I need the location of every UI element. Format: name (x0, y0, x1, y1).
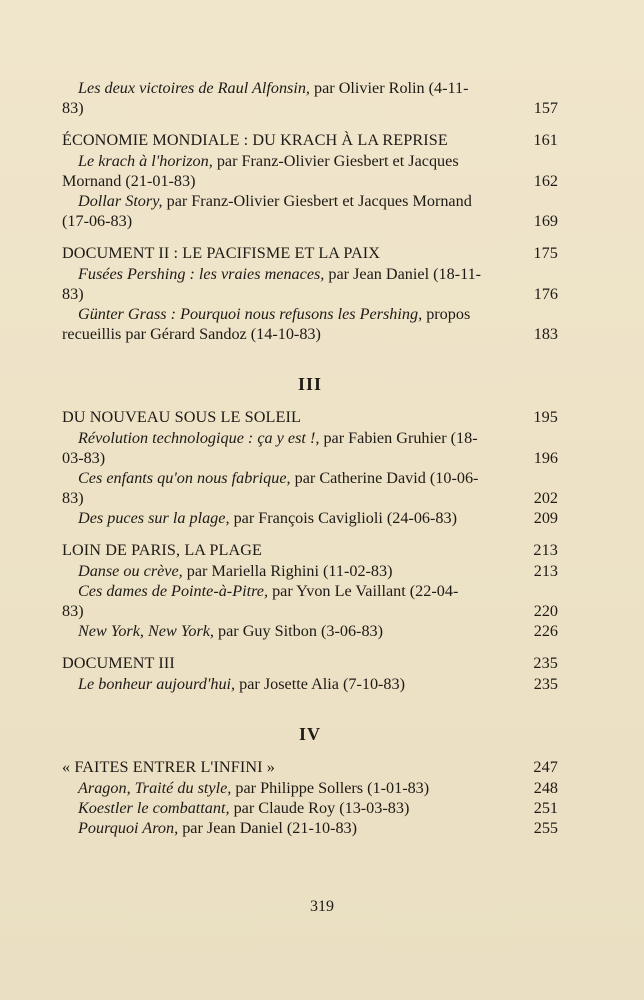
entry-continuation: 83) (62, 285, 84, 303)
toc-entry (62, 264, 558, 304)
entry-author: par Yvon Le Vaillant (22-04- (268, 582, 459, 600)
entry-author: par François Caviglioli (24-06-83) (229, 509, 457, 527)
section-title: DU NOUVEAU SOUS LE SOLEIL (62, 408, 302, 426)
entry-author: par Mariella Righini (11-02-83) (182, 562, 393, 580)
toc-entry (62, 78, 558, 118)
entry-title: Les deux victoires de Raul Alfonsin, (78, 79, 310, 97)
section-heading (62, 243, 558, 263)
entry-page-number: 235 (533, 675, 558, 693)
section-heading (62, 757, 558, 777)
section-heading (62, 540, 558, 560)
entry-page-number: 251 (533, 799, 558, 817)
entry-title: Dollar Story, (78, 192, 163, 210)
entry-author: par Fabien Gruhier (18- (319, 429, 478, 447)
entry-page-number: 248 (533, 779, 558, 797)
section-page-number: 213 (533, 541, 558, 559)
entry-author: par Olivier Rolin (4-11- (309, 79, 469, 97)
entry-page-number: 220 (533, 602, 558, 620)
entry-author: propos (422, 305, 471, 323)
toc-entry (62, 778, 558, 798)
entry-author: par Franz-Olivier Giesbert et Jacques (212, 152, 459, 170)
toc-entry (62, 818, 558, 838)
entry-continuation: Mornand (21-01-83) (62, 172, 196, 190)
toc-entry (62, 798, 558, 818)
toc-entry (62, 191, 558, 231)
entry-continuation: recueillis par Gérard Sandoz (14-10-83) (62, 325, 321, 343)
entry-title: Koestler le combattant, (78, 799, 230, 817)
section-heading (62, 653, 558, 673)
toc-entry (62, 468, 558, 508)
entry-continuation: 83) (62, 99, 84, 117)
section-title: DOCUMENT III (62, 654, 175, 672)
entry-page-number: 176 (533, 285, 558, 303)
toc-entry (62, 508, 558, 528)
entry-title: Danse ou crève, (78, 562, 183, 580)
entry-page-number: 157 (533, 99, 558, 117)
section-page-number: 195 (533, 408, 558, 426)
entry-page-number: 202 (533, 489, 558, 507)
entry-continuation: (17-06-83) (62, 212, 133, 230)
entry-continuation: 83) (62, 602, 84, 620)
section-page-number: 175 (533, 244, 558, 262)
section-heading (62, 407, 558, 427)
entry-title: Aragon, Traité du style, (78, 779, 232, 797)
entry-page-number: 209 (533, 509, 558, 527)
entry-page-number: 169 (533, 212, 558, 230)
entry-author: par Catherine David (10-06- (290, 469, 479, 487)
section-title: LOIN DE PARIS, LA PLAGE (62, 541, 263, 559)
section-title: « FAITES ENTRER L'INFINI » (62, 758, 275, 776)
toc-entry (62, 428, 558, 468)
toc-entry (62, 674, 558, 694)
entry-title: Des puces sur la plage, (78, 509, 230, 527)
entry-author: par Jean Daniel (21-10-83) (178, 819, 358, 837)
toc-entry (62, 151, 558, 191)
section-title: ÉCONOMIE MONDIALE : DU KRACH À LA REPRISE (62, 131, 448, 149)
entry-page-number: 162 (533, 172, 558, 190)
entry-title: Günter Grass : Pourquoi nous refusons les Pershing, (78, 305, 423, 323)
entry-page-number: 183 (533, 325, 558, 343)
entry-author: par Jean Daniel (18-11- (324, 265, 482, 283)
part-heading: IV (298, 724, 321, 744)
toc-entry (62, 621, 558, 641)
entry-author: par Guy Sitbon (3-06-83) (213, 622, 384, 640)
table-of-contents (62, 78, 558, 838)
entry-page-number: 196 (533, 449, 558, 467)
entry-title: Le bonheur aujourd'hui, (78, 675, 236, 693)
section-page-number: 235 (533, 654, 558, 672)
entry-continuation: 03-83) (62, 449, 106, 467)
entry-page-number: 226 (533, 622, 558, 640)
entry-title: Ces enfants qu'on nous fabrique, (78, 469, 291, 487)
entry-author: par Josette Alia (7-10-83) (235, 675, 406, 693)
entry-title: Révolution technologique : ça y est !, (78, 429, 320, 447)
section-heading (62, 130, 558, 150)
entry-title: Le krach à l'horizon, (78, 152, 213, 170)
entry-author: par Franz-Olivier Giesbert et Jacques Mornand (162, 192, 472, 210)
section-title: DOCUMENT II : LE PACIFISME ET LA PAIX (62, 244, 381, 262)
page-number: 319 (310, 898, 334, 915)
entry-page-number: 213 (533, 562, 558, 580)
toc-entry (62, 581, 558, 621)
toc-entry (62, 304, 558, 344)
entry-title: Pourquoi Aron, (78, 819, 179, 837)
entry-author: par Philippe Sollers (1-01-83) (231, 779, 430, 797)
entry-title: Ces dames de Pointe-à-Pitre, (78, 582, 269, 600)
entry-title: New York, New York, (78, 622, 214, 640)
section-page-number: 161 (533, 131, 558, 149)
toc-entry (62, 561, 558, 581)
part-heading: III (297, 374, 322, 394)
entry-title: Fusées Pershing : les vraies menaces, (78, 265, 325, 283)
entry-page-number: 255 (533, 819, 558, 837)
entry-continuation: 83) (62, 489, 84, 507)
section-page-number: 247 (533, 758, 558, 776)
entry-author: par Claude Roy (13-03-83) (229, 799, 410, 817)
